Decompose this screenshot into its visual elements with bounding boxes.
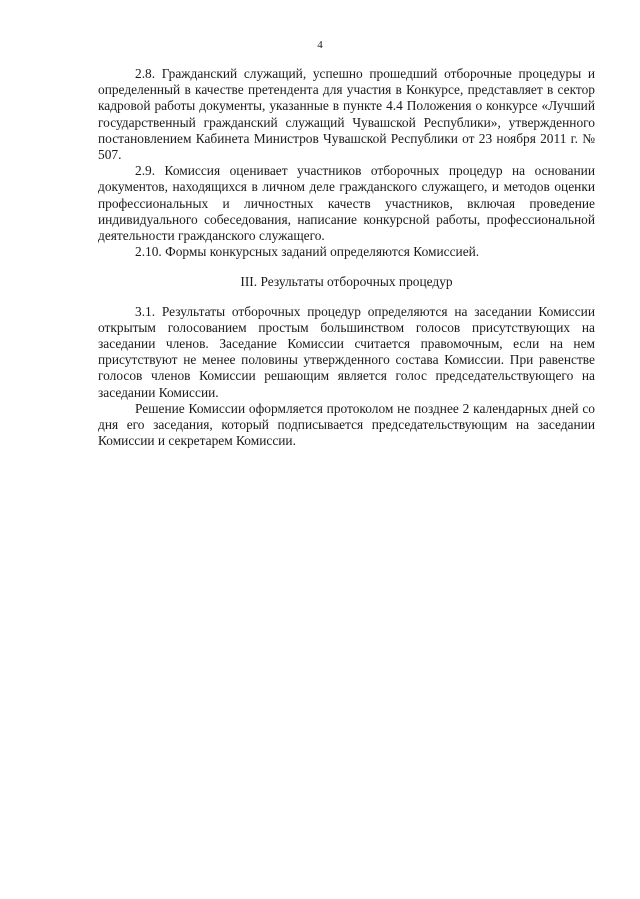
paragraph-2-8: 2.8. Гражданский служащий, успешно прошедший отборочные процедуры и определенный в качестве претендента для участия в Конкурсе, представляет в сектор кадровой работы документы, указанные в пункте 4.4 Положения о конкурсе «Лучший государственный гражданский служащий Чувашской Республики», утвержденного постановлением Кабинета Министров Чувашской Республики от 23 ноября 2011 г. № 507. — [98, 66, 595, 163]
paragraph-decision: Решение Комиссии оформляется протоколом не позднее 2 календарных дней со дня его заседания, который подписывается председательствующим на заседании Комиссии и секретарем Комиссии. — [98, 400, 595, 449]
paragraph-3-1: 3.1. Результаты отборочных процедур определяются на заседании Комиссии открытым голосованием простым большинством голосов присутствующих на заседании членов. Заседание Комиссии считается правомочным, если на нем присутствуют не менее половины утвержденного состава Комиссии. При равенстве голосов членов Комиссии решающим является голос председательствующего на заседании Комиссии. — [98, 303, 595, 400]
page-number: 4 — [317, 39, 323, 51]
paragraph-2-10: 2.10. Формы конкурсных заданий определяются Комиссией. — [135, 244, 480, 260]
document-body — [98, 66, 595, 449]
section-3-heading: III. Результаты отборочных процедур — [240, 274, 453, 290]
paragraph-2-9: 2.9. Комиссия оценивает участников отборочных процедур на основании документов, находящихся в личном деле гражданского служащего, и методов оценки профессиональных и личностных качеств участников, включая проведение индивидуального собеседования, написание конкурсной работы, профессиональной деятельности гражданского служащего. — [98, 163, 595, 244]
